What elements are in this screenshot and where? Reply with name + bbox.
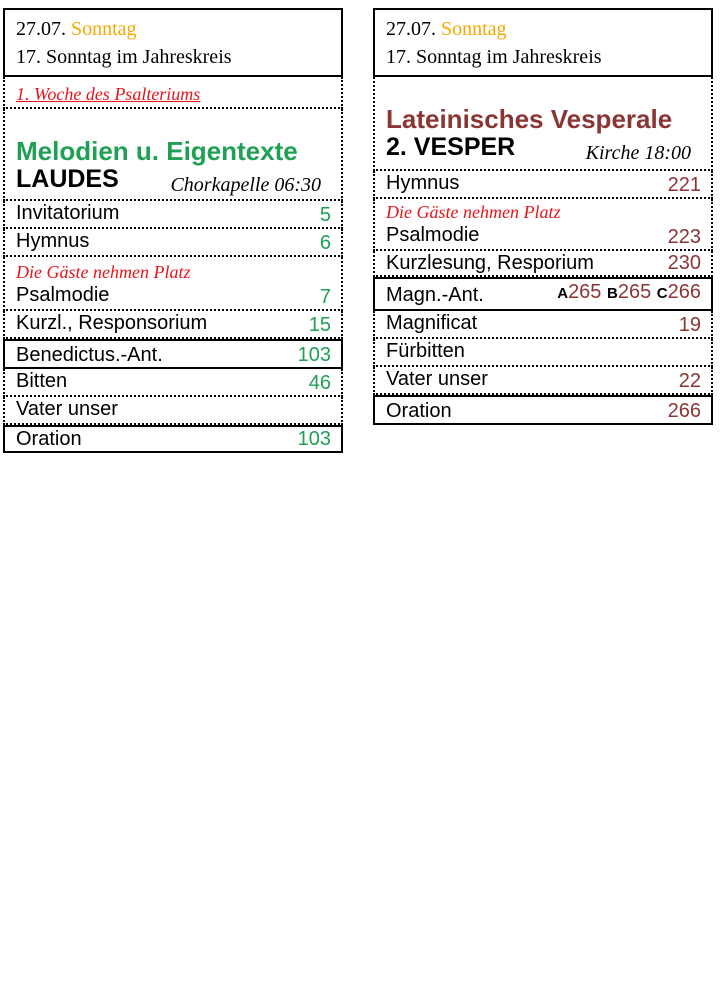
list-item	[3, 311, 343, 339]
item-label: Benedictus.-Ant.	[16, 344, 163, 366]
list-item	[373, 367, 713, 395]
item-label: Oration	[16, 428, 82, 450]
item-page: 223	[667, 226, 701, 248]
year-letter: B	[607, 285, 618, 302]
item-label: Vater unser	[386, 368, 488, 390]
psalter-week: 1. Woche des Psalteriums	[16, 84, 201, 104]
list-item	[373, 199, 713, 251]
book-title: Lateinisches Vesperale	[386, 104, 673, 134]
feast-title: 17. Sonntag im Jahreskreis	[386, 46, 602, 68]
item-page: 19	[678, 314, 701, 336]
item-page: 5	[319, 204, 331, 226]
item-label: Oration	[386, 400, 452, 422]
antiphon-pages	[557, 280, 701, 306]
item-label: Magnificat	[386, 312, 478, 334]
office-name: 2. VESPER	[386, 133, 516, 161]
date: 27.07.	[16, 18, 66, 40]
item-page: 15	[308, 314, 331, 336]
list-item	[373, 251, 713, 277]
list-item	[373, 311, 713, 339]
vesper-card	[373, 8, 713, 425]
item-label: Kurzl., Responsorium	[16, 312, 208, 334]
antiphon-page: 266	[667, 281, 701, 303]
psalter-week-row	[3, 77, 343, 109]
list-item	[3, 229, 343, 257]
item-label: Psalmodie	[16, 284, 110, 306]
book-title: Melodien u. Eigentexte	[16, 136, 298, 166]
antiphon-page: 265	[617, 281, 652, 303]
item-label: Hymnus	[16, 230, 90, 252]
item-page: 221	[667, 174, 701, 196]
office-title-block	[373, 77, 713, 171]
list-item	[3, 201, 343, 229]
office-title-block	[3, 109, 343, 201]
list-item	[373, 277, 713, 311]
weekday: Sonntag	[71, 18, 137, 40]
item-page: 230	[667, 252, 701, 274]
item-page: 266	[667, 400, 701, 422]
item-page: 22	[678, 370, 701, 392]
weekday: Sonntag	[441, 18, 507, 40]
date-header	[3, 8, 343, 77]
item-page: 7	[319, 286, 331, 308]
date-header	[373, 8, 713, 77]
guest-note: Die Gäste nehmen Platz	[16, 262, 191, 282]
place-time: Chorkapelle 06:30	[170, 174, 321, 196]
year-letter: A	[557, 285, 569, 302]
item-label: Fürbitten	[386, 340, 465, 362]
list-item	[373, 339, 713, 367]
item-page: 103	[297, 428, 331, 450]
feast-title: 17. Sonntag im Jahreskreis	[16, 46, 232, 68]
list-item	[373, 395, 713, 425]
list-item	[373, 171, 713, 199]
item-page: 103	[297, 344, 331, 366]
laudes-card	[3, 8, 343, 453]
office-name: LAUDES	[16, 165, 119, 193]
list-item	[3, 425, 343, 453]
list-item	[3, 257, 343, 311]
item-page: 6	[319, 232, 331, 254]
year-letter: C	[656, 285, 668, 302]
list-item	[3, 339, 343, 369]
guest-note: Die Gäste nehmen Platz	[386, 202, 561, 222]
item-label: Hymnus	[386, 172, 460, 194]
item-label: Psalmodie	[386, 224, 480, 246]
list-item	[3, 369, 343, 397]
item-label: Magn.-Ant.	[386, 284, 484, 306]
antiphon-page: 265	[568, 281, 602, 303]
item-label: Bitten	[16, 370, 68, 392]
date: 27.07.	[386, 18, 436, 40]
item-label: Kurzlesung, Resporium	[386, 252, 594, 274]
item-label: Invitatorium	[16, 202, 120, 224]
place-time: Kirche 18:00	[585, 142, 691, 164]
item-page: 46	[308, 372, 331, 394]
item-label: Vater unser	[16, 398, 118, 420]
list-item	[3, 397, 343, 425]
